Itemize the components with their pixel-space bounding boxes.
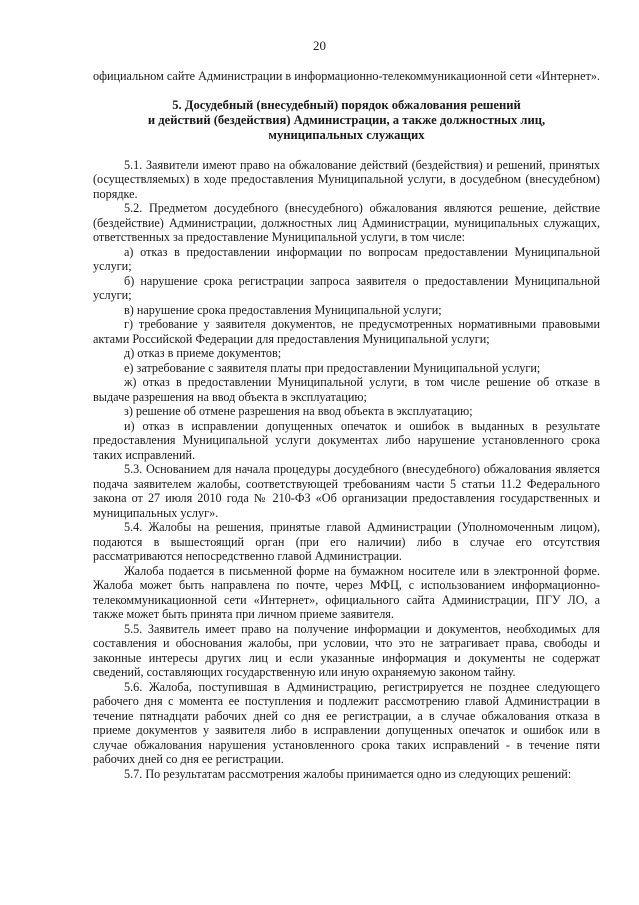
- paragraph-5-2: 5.2. Предметом досудебного (внесудебного) обжалования являются решение, действие (бездействие) Администрации, должностных лиц Администрации, муниципальных служащих, ответственных за предоставление Муниципальной услуги, в том числе:: [93, 201, 600, 244]
- paragraph-5-7: 5.7. По результатам рассмотрения жалобы принимается одно из следующих решений:: [124, 766, 572, 781]
- section-title-line: и действий (бездействия) Администрации, а также должностных лиц,: [147, 112, 546, 127]
- list-item-a: а) отказ в предоставлении информации по вопросам предоставлении Муниципальной услуги;: [93, 244, 600, 273]
- paragraph-complaint-form: Жалоба подается в письменной форме на бумажном носителе или в электронной форме. Жалоба может быть направлена по почте, через МФЦ, с использованием информационно-телекоммуникационной сети «Интернет», официального сайта Администрации, ПГУ ЛО, а также может быть принята при личном приеме заявителя.: [93, 563, 600, 621]
- list-item-g: г) требование у заявителя документов, не предусмотренных нормативными правовыми актами Российской Федерации для предоставления Муниципальной услуги;: [93, 317, 600, 346]
- list-item-v: в) нарушение срока предоставления Муниципальной услуги;: [124, 302, 442, 317]
- page-number: 20: [313, 38, 326, 53]
- paragraph-5-4: 5.4. Жалобы на решения, принятые главой Администрации (Уполномоченным лицом), подаются в вышестоящий орган (при его наличии) либо в случае его отсутствия рассматриваются непосредственно главой Администрации.: [93, 520, 600, 563]
- paragraph-5-5: 5.5. Заявитель имеет право на получение информации и документов, необходимых для составления и обоснования жалобы, при условии, что это не затрагивает права, свободы и законные интересы других лиц и если указанные информация и документы не содержат сведений, составляющих государственную или иную охраняемую законом тайну.: [93, 621, 600, 679]
- list-item-zh: ж) отказ в предоставлении Муниципальной услуги, в том числе решение об отказе в выдаче разрешения на ввод объекта в эксплуатацию;: [93, 375, 600, 404]
- paragraph-5-1: 5.1. Заявители имеют право на обжалование действий (бездействия) и решений, принятых (осуществляемых) в ходе предоставления Муниципальной услуги, в досудебном (внесудебном) порядке.: [93, 157, 600, 201]
- list-item-z: з) решение об отмене разрешения на ввод объекта в эксплуатацию;: [124, 404, 473, 418]
- section-title-line: 5. Досудебный (внесудебный) порядок обжалования решений: [172, 97, 521, 112]
- intro-paragraph: официальном сайте Администрации в информационно-телекоммуникационной сети «Интернет».: [93, 69, 600, 83]
- section-title: [93, 98, 600, 143]
- list-item-e: е) затребование с заявителя платы при предоставлении Муниципальной услуги;: [124, 360, 541, 375]
- page-content: [93, 69, 600, 781]
- list-item-i: и) отказ в исправлении допущенных опечаток и ошибок в выданных в результате предоставления Муниципальной услуги документах либо нарушение установленного срока таких исправлений.: [93, 418, 600, 462]
- paragraph-5-3: 5.3. Основанием для начала процедуры досудебного (внесудебного) обжалования является подача заявителем жалобы, соответствующей требованиям части 5 статьи 11.2 Федерального закона от 27 июля 2010 года № 210-ФЗ «Об организации предоставления государственных и муниципальных услуг».: [93, 462, 600, 520]
- list-item-b: б) нарушение срока регистрации запроса заявителя о предоставлении Муниципальной услуги;: [93, 273, 600, 302]
- section-title-line: муниципальных служащих: [268, 127, 425, 142]
- list-item-d: д) отказ в приеме документов;: [124, 346, 282, 360]
- paragraph-5-6: 5.6. Жалоба, поступившая в Администрацию, регистрируется не позднее следующего рабочего дня с момента ее поступления и подлежит рассмотрению главой Администрации в течение пятнадцати рабочих дней со дня ее регистрации, а в случае обжалования отказа в приеме документов у заявителя либо в исправлении допущенных опечаток и ошибок или в случае обжалования нарушения установленного срока таких исправлений - в течение пяти рабочих дней со дня ее регистрации.: [93, 679, 600, 766]
